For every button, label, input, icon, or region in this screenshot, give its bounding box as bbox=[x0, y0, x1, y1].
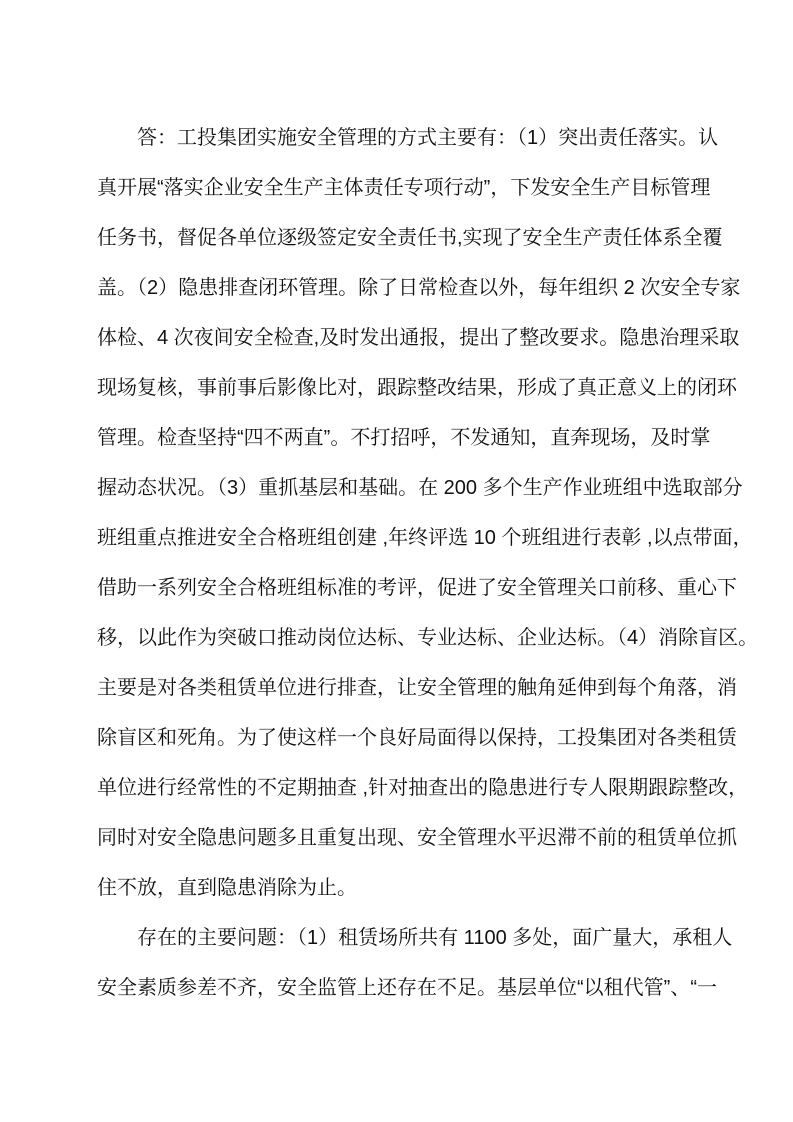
text-line: 存在的主要问题：（1）租赁场所共有 1100 多处，面广量大，承租人 bbox=[137, 927, 733, 949]
text-line: 班组重点推进安全合格班组创建 ,年终评选 10 个班组进行表彰 ,以点带面， bbox=[97, 527, 753, 549]
paragraph-safety-management bbox=[97, 113, 759, 913]
text-line: 体检、4 次夜间安全检查,及时发出通报，提出了整改要求。隐患治理采取 bbox=[97, 327, 740, 349]
text-line: 现场复核，事前事后影像比对，跟踪整改结果，形成了真正意义上的闭环 bbox=[97, 377, 737, 399]
text-line: 任务书，督促各单位逐级签定安全责任书,实现了安全生产责任体系全覆 bbox=[97, 227, 723, 249]
text-line: 盖。（2）隐患排查闭环管理。除了日常检查以外，每年组织 2 次安全专家 bbox=[97, 277, 741, 299]
document-content bbox=[97, 113, 759, 1013]
text-line: 管理。检查坚持“四不两直”。不打招呼，不发通知，直奔现场，及时掌 bbox=[97, 427, 711, 449]
text-line: 主要是对各类租赁单位进行排查，让安全管理的触角延伸到每个角落，消 bbox=[97, 677, 737, 699]
text-line: 答：工投集团实施安全管理的方式主要有：（1）突出责任落实。认 bbox=[137, 127, 719, 149]
text-line: 住不放，直到隐患消除为止。 bbox=[97, 877, 357, 899]
text-line: 握动态状况。（3）重抓基层和基础。在 200 多个生产作业班组中选取部分 bbox=[97, 477, 743, 499]
text-line: 同时对安全隐患问题多且重复出现、安全管理水平迟滞不前的租赁单位抓 bbox=[97, 827, 737, 849]
text-line: 移，以此作为突破口推动岗位达标、专业达标、企业达标。（4）消除盲区。 bbox=[97, 627, 759, 649]
text-line: 安全素质参差不齐，安全监管上还存在不足。基层单位“以租代管”、“一 bbox=[97, 977, 717, 999]
text-line: 借助一系列安全合格班组标准的考评，促进了安全管理关口前移、重心下 bbox=[97, 577, 737, 599]
text-line: 真开展“落实企业安全生产主体责任专项行动”，下发安全生产目标管理 bbox=[97, 177, 711, 199]
text-line: 除盲区和死角。为了使这样一个良好局面得以保持，工投集团对各类租赁 bbox=[97, 727, 737, 749]
text-line: 单位进行经常性的不定期抽查 ,针对抽查出的隐患进行专人限期跟踪整改， bbox=[97, 777, 749, 799]
paragraph-main-problems bbox=[97, 913, 733, 1013]
